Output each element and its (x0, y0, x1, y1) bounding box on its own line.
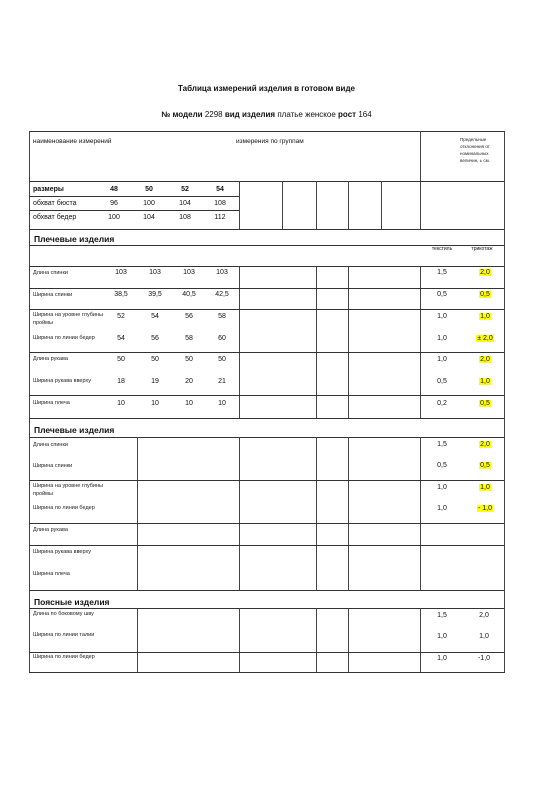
s2-row-label: Ширина на уровне глубины проймы (33, 483, 103, 497)
page-title: Таблица измерений изделия в готовом виде (177, 84, 356, 93)
cell: 56 (185, 313, 193, 320)
bust-50: 100 (143, 200, 155, 207)
cell: 103 (216, 269, 228, 276)
hips-52: 108 (179, 214, 191, 221)
tol-knit: 1,0 (480, 378, 490, 385)
tol-textile: 1,0 (437, 633, 447, 640)
size-50: 50 (145, 186, 153, 193)
header-name-col: наименование измерений (33, 138, 112, 145)
tol-textile: 1,0 (437, 313, 447, 320)
cell: 20 (185, 378, 193, 385)
hips-50: 104 (143, 214, 155, 221)
tol-textile: 1,0 (437, 655, 447, 662)
s2-row-label: Ширина рукава вверху (33, 549, 91, 555)
hips-54: 112 (214, 214, 226, 221)
bust-48: 96 (110, 200, 118, 207)
tol-textile: 1,5 (437, 612, 447, 619)
bust-54: 108 (214, 200, 226, 207)
bust-52: 104 (179, 200, 191, 207)
tol-knit: 1,0 (479, 633, 489, 640)
s1-row-label: Ширина по линии бедер (33, 335, 95, 341)
size-row-label: размеры (33, 186, 64, 193)
tol-knit: 0,5 (480, 291, 490, 298)
cell: 54 (151, 313, 159, 320)
size-48: 48 (110, 186, 118, 193)
s2-row-label: Ширина спинки (33, 463, 73, 469)
cell: 10 (117, 400, 125, 407)
s3-row-label: Ширина по линии бедер (33, 654, 95, 660)
tol-knit: 2,0 (479, 612, 489, 619)
model-line: № модели 2298 вид изделия платье женское рост 164 (161, 110, 372, 119)
s2-row-label: Ширина плеча (33, 571, 70, 577)
cell: 10 (218, 400, 226, 407)
s1-row-label: Длина спинки (33, 270, 68, 276)
s1-row-label: Длина рукава (33, 356, 68, 362)
tol-textile: 0,5 (437, 291, 447, 298)
cell: 52 (117, 313, 125, 320)
tol-knit: 0,5 (480, 400, 490, 407)
bust-label: обхват бюста (33, 200, 77, 207)
tol-knit: -1,0 (477, 655, 491, 662)
cell: 54 (117, 335, 125, 342)
tol-textile: 1,0 (437, 335, 447, 342)
cell: 60 (218, 335, 226, 342)
cell: 50 (218, 356, 226, 363)
header-groups-col: измерения по группам (236, 138, 304, 145)
hips-label: обхват бедер (33, 214, 77, 221)
tol-textile: 0,5 (437, 378, 447, 385)
section-3-title: Поясные изделия (34, 597, 110, 607)
cell: 10 (185, 400, 193, 407)
section-1-title: Плечевые изделия (34, 234, 115, 244)
s3-row-label: Ширина по линии талии (33, 632, 95, 638)
cell: 39,5 (148, 291, 162, 298)
s2-row-label: Длина спинки (33, 442, 68, 448)
s3-row-label: Длина по боковому шву (33, 611, 94, 617)
cell: 103 (183, 269, 195, 276)
cell: 103 (115, 269, 127, 276)
tol-textile: 0,5 (437, 462, 447, 469)
tol-knit: 1,0 (480, 313, 490, 320)
size-54: 54 (216, 186, 224, 193)
tol-textile: 1,5 (437, 441, 447, 448)
cell: 42,5 (215, 291, 229, 298)
tol-textile: 0,2 (437, 400, 447, 407)
tol-knit: ± 2,0 (477, 335, 493, 342)
cell: 40,5 (182, 291, 196, 298)
header-tolerance-col: Предельные отклонения от номинальных величин, ± см. (460, 137, 490, 163)
cell: 50 (185, 356, 193, 363)
tol-knit: 2,0 (480, 269, 490, 276)
cell: 50 (117, 356, 125, 363)
tol-knit: 2,0 (480, 441, 490, 448)
s2-row-label: Длина рукава (33, 527, 68, 533)
cell: 103 (149, 269, 161, 276)
tol-textile: 1,0 (437, 505, 447, 512)
s1-row-label: Ширина спинки (33, 292, 73, 298)
s2-row-label: Ширина по линии бедер (33, 505, 95, 511)
table-right-border (504, 131, 505, 672)
s1-row-label: Ширина рукава вверху (33, 378, 91, 384)
cell: 18 (117, 378, 125, 385)
cell: 19 (151, 378, 159, 385)
section-2-title: Плечевые изделия (34, 425, 115, 435)
cell: 58 (218, 313, 226, 320)
tol-knit: 0,5 (480, 462, 490, 469)
s1-row-label: Ширина на уровне глубины проймы (33, 312, 103, 326)
cell: 50 (151, 356, 159, 363)
col-knit: трикотаж (471, 246, 493, 252)
cell: 58 (185, 335, 193, 342)
size-52: 52 (181, 186, 189, 193)
tol-textile: 1,0 (437, 484, 447, 491)
cell: 10 (151, 400, 159, 407)
tol-knit: 2,0 (480, 356, 490, 363)
cell: 56 (151, 335, 159, 342)
tol-textile: 1,5 (437, 269, 447, 276)
s1-row-label: Ширина плеча (33, 400, 70, 406)
cell: 21 (218, 378, 226, 385)
tol-knit: - 1,0 (477, 505, 492, 512)
tol-knit: 1,0 (480, 484, 490, 491)
hips-48: 100 (108, 214, 120, 221)
col-textile: текстиль (431, 246, 453, 252)
tol-textile: 1,0 (437, 356, 447, 363)
cell: 38,5 (114, 291, 128, 298)
